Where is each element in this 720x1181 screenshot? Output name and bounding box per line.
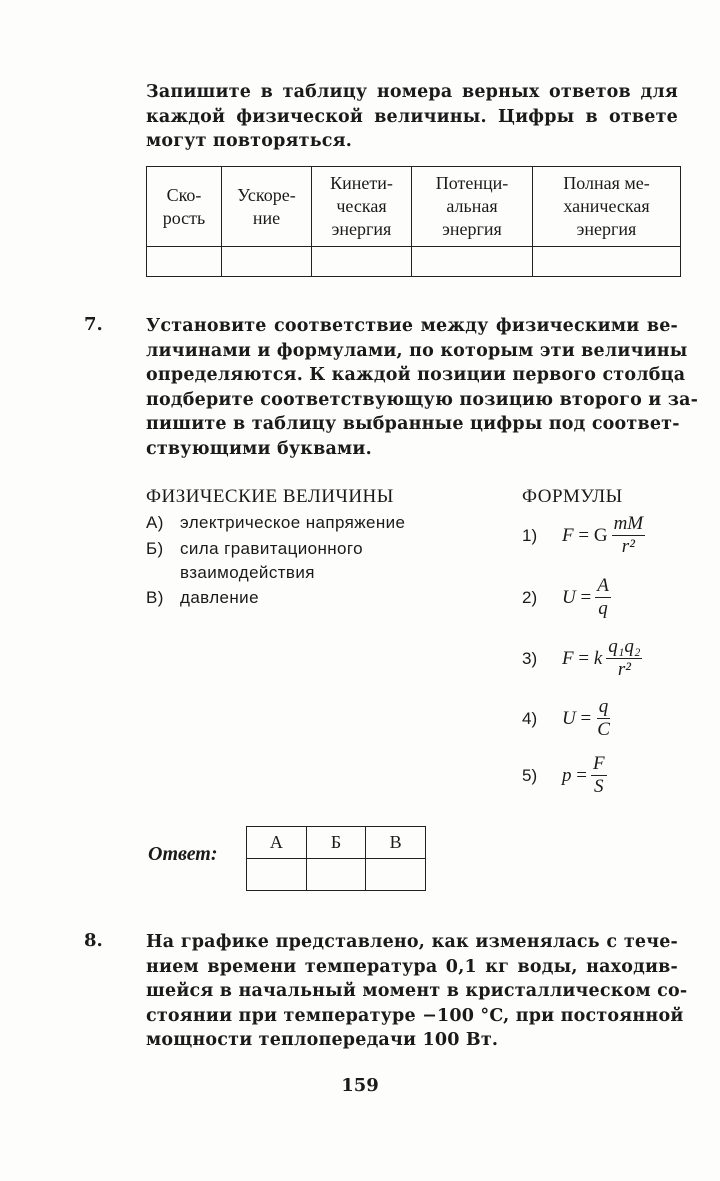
q7-line: пишите в таблицу выбранные цифры под соответ- xyxy=(146,414,680,435)
item-text: сила гравитационного xyxy=(180,539,363,558)
header-mechanical-energy xyxy=(533,167,681,247)
q7-line: личинами и формулами, по которым эти величины xyxy=(146,340,688,361)
fraction xyxy=(595,575,611,620)
header-speed xyxy=(147,167,222,247)
denominator: S xyxy=(594,776,604,797)
answer-cell[interactable] xyxy=(412,247,533,277)
item-label: А) xyxy=(146,513,164,532)
formula-coef: G xyxy=(593,524,608,546)
item-text: электрическое напряжение xyxy=(180,513,406,532)
header-line: энергия xyxy=(442,219,502,239)
q8-line: На графике представлено, как изменялась с тече- xyxy=(146,932,678,952)
answer-table-abv xyxy=(246,826,426,891)
header-line: рость xyxy=(162,207,206,228)
denominator: q xyxy=(598,598,608,619)
formula-number: 2) xyxy=(522,587,538,607)
header-line: Кинети- xyxy=(330,173,393,193)
numerator: q₁q₂ xyxy=(608,636,641,657)
formula-5: 5) p = $\frac{F}{S}$ xyxy=(522,753,605,797)
denominator: r² xyxy=(617,659,631,680)
q8-line: мощности теплопередачи 100 Вт. xyxy=(146,1030,499,1051)
header-line: Потенци- xyxy=(435,173,509,193)
q7-line: Установите соответствие между физическими ве- xyxy=(146,316,678,336)
answer-col-v: В xyxy=(366,827,426,859)
header-acceleration xyxy=(222,167,312,247)
q7-line: подберите соответствующую позицию второго и за- xyxy=(146,389,699,410)
numerator: F xyxy=(592,753,605,774)
numerator: A xyxy=(597,575,609,596)
formula-number: 4) xyxy=(522,708,538,728)
header-line: Полная ме- xyxy=(563,173,650,193)
header-potential-energy xyxy=(412,167,533,247)
answer-col-b: Б xyxy=(306,827,366,859)
header-line: альная xyxy=(446,196,498,216)
quantity-item-a xyxy=(146,511,405,535)
item-label: Б) xyxy=(146,539,164,558)
intro-line: каждой физической величины. Цифры в ответе xyxy=(146,106,678,127)
header-line: Ускоре- xyxy=(237,184,296,205)
formula-1: 1) F = G $\frac{mM}{\text{r²}}$ xyxy=(522,513,644,557)
answer-col-a: А xyxy=(247,827,307,859)
header-line: ние xyxy=(252,207,281,228)
q8-line: стоянии при температуре −100 °C, при постоянной xyxy=(146,1005,684,1026)
formula-lhs: F xyxy=(562,647,574,669)
answer-cell[interactable] xyxy=(366,859,426,891)
question-number: 8. xyxy=(84,930,103,951)
q7-line: ствующими буквами. xyxy=(146,438,372,459)
header-kinetic-energy xyxy=(312,167,412,247)
answer-cell[interactable] xyxy=(147,247,222,277)
q7-line: определяются. К каждой позиции первого столбца xyxy=(146,365,686,386)
formula-lhs: F xyxy=(562,524,574,546)
header-line: ханическая xyxy=(563,196,650,216)
formula-number: 5) xyxy=(522,765,538,785)
question-8-text xyxy=(146,930,688,1053)
quantity-item-v xyxy=(146,586,259,610)
formula-2: 2) U = $\frac{A}{q}$ xyxy=(522,575,609,619)
item-text: взаимодействия xyxy=(180,563,315,582)
header-line: Ско- xyxy=(166,184,202,205)
formulas-header: ФОРМУЛЫ xyxy=(522,486,623,507)
formula-lhs: p xyxy=(562,764,572,786)
answer-cell[interactable] xyxy=(222,247,312,277)
quantities-header: ФИЗИЧЕСКИЕ ВЕЛИЧИНЫ xyxy=(146,486,394,507)
fraction xyxy=(606,636,642,681)
fraction xyxy=(612,513,646,558)
fraction xyxy=(595,696,612,741)
formula-3: 3) F = k $\frac{\text{q₁q₂}}{\text{r²}}$ xyxy=(522,636,641,680)
formula-number: 3) xyxy=(522,648,538,668)
denominator: r² xyxy=(621,536,635,557)
item-label: В) xyxy=(146,588,164,607)
answer-cell[interactable] xyxy=(247,859,307,891)
answer-label: Ответ: xyxy=(148,843,218,865)
answer-cell[interactable] xyxy=(306,859,366,891)
formula-number: 1) xyxy=(522,525,538,545)
formula-lhs: U xyxy=(562,586,576,608)
item-text: давление xyxy=(180,588,259,607)
formula-4: 4) U = $\frac{q}{C}$ xyxy=(522,696,610,740)
answer-table-quantities xyxy=(146,166,681,277)
denominator: C xyxy=(597,719,610,740)
intro-line: Запишите в таблицу номера верных ответов для xyxy=(146,82,678,102)
formula-lhs: U xyxy=(562,707,576,729)
intro-line: могут повторяться. xyxy=(146,131,353,152)
formula-coef: k xyxy=(593,647,603,669)
intro-paragraph xyxy=(146,80,678,154)
quantity-item-b xyxy=(146,537,363,585)
numerator: q xyxy=(598,696,609,717)
q8-line: нием времени температура 0,1 кг воды, находив- xyxy=(146,956,678,977)
page-number: 159 xyxy=(341,1075,379,1096)
numerator: mM xyxy=(613,513,644,534)
fraction xyxy=(591,753,607,798)
answer-cell[interactable] xyxy=(312,247,412,277)
answer-cell[interactable] xyxy=(533,247,681,277)
header-line: ческая xyxy=(336,196,387,216)
question-7-text xyxy=(146,314,699,462)
header-line: энергия xyxy=(576,219,637,239)
header-line: энергия xyxy=(331,219,392,239)
q8-line: шейся в начальный момент в кристаллическом со- xyxy=(146,981,688,1002)
question-number: 7. xyxy=(84,314,103,335)
